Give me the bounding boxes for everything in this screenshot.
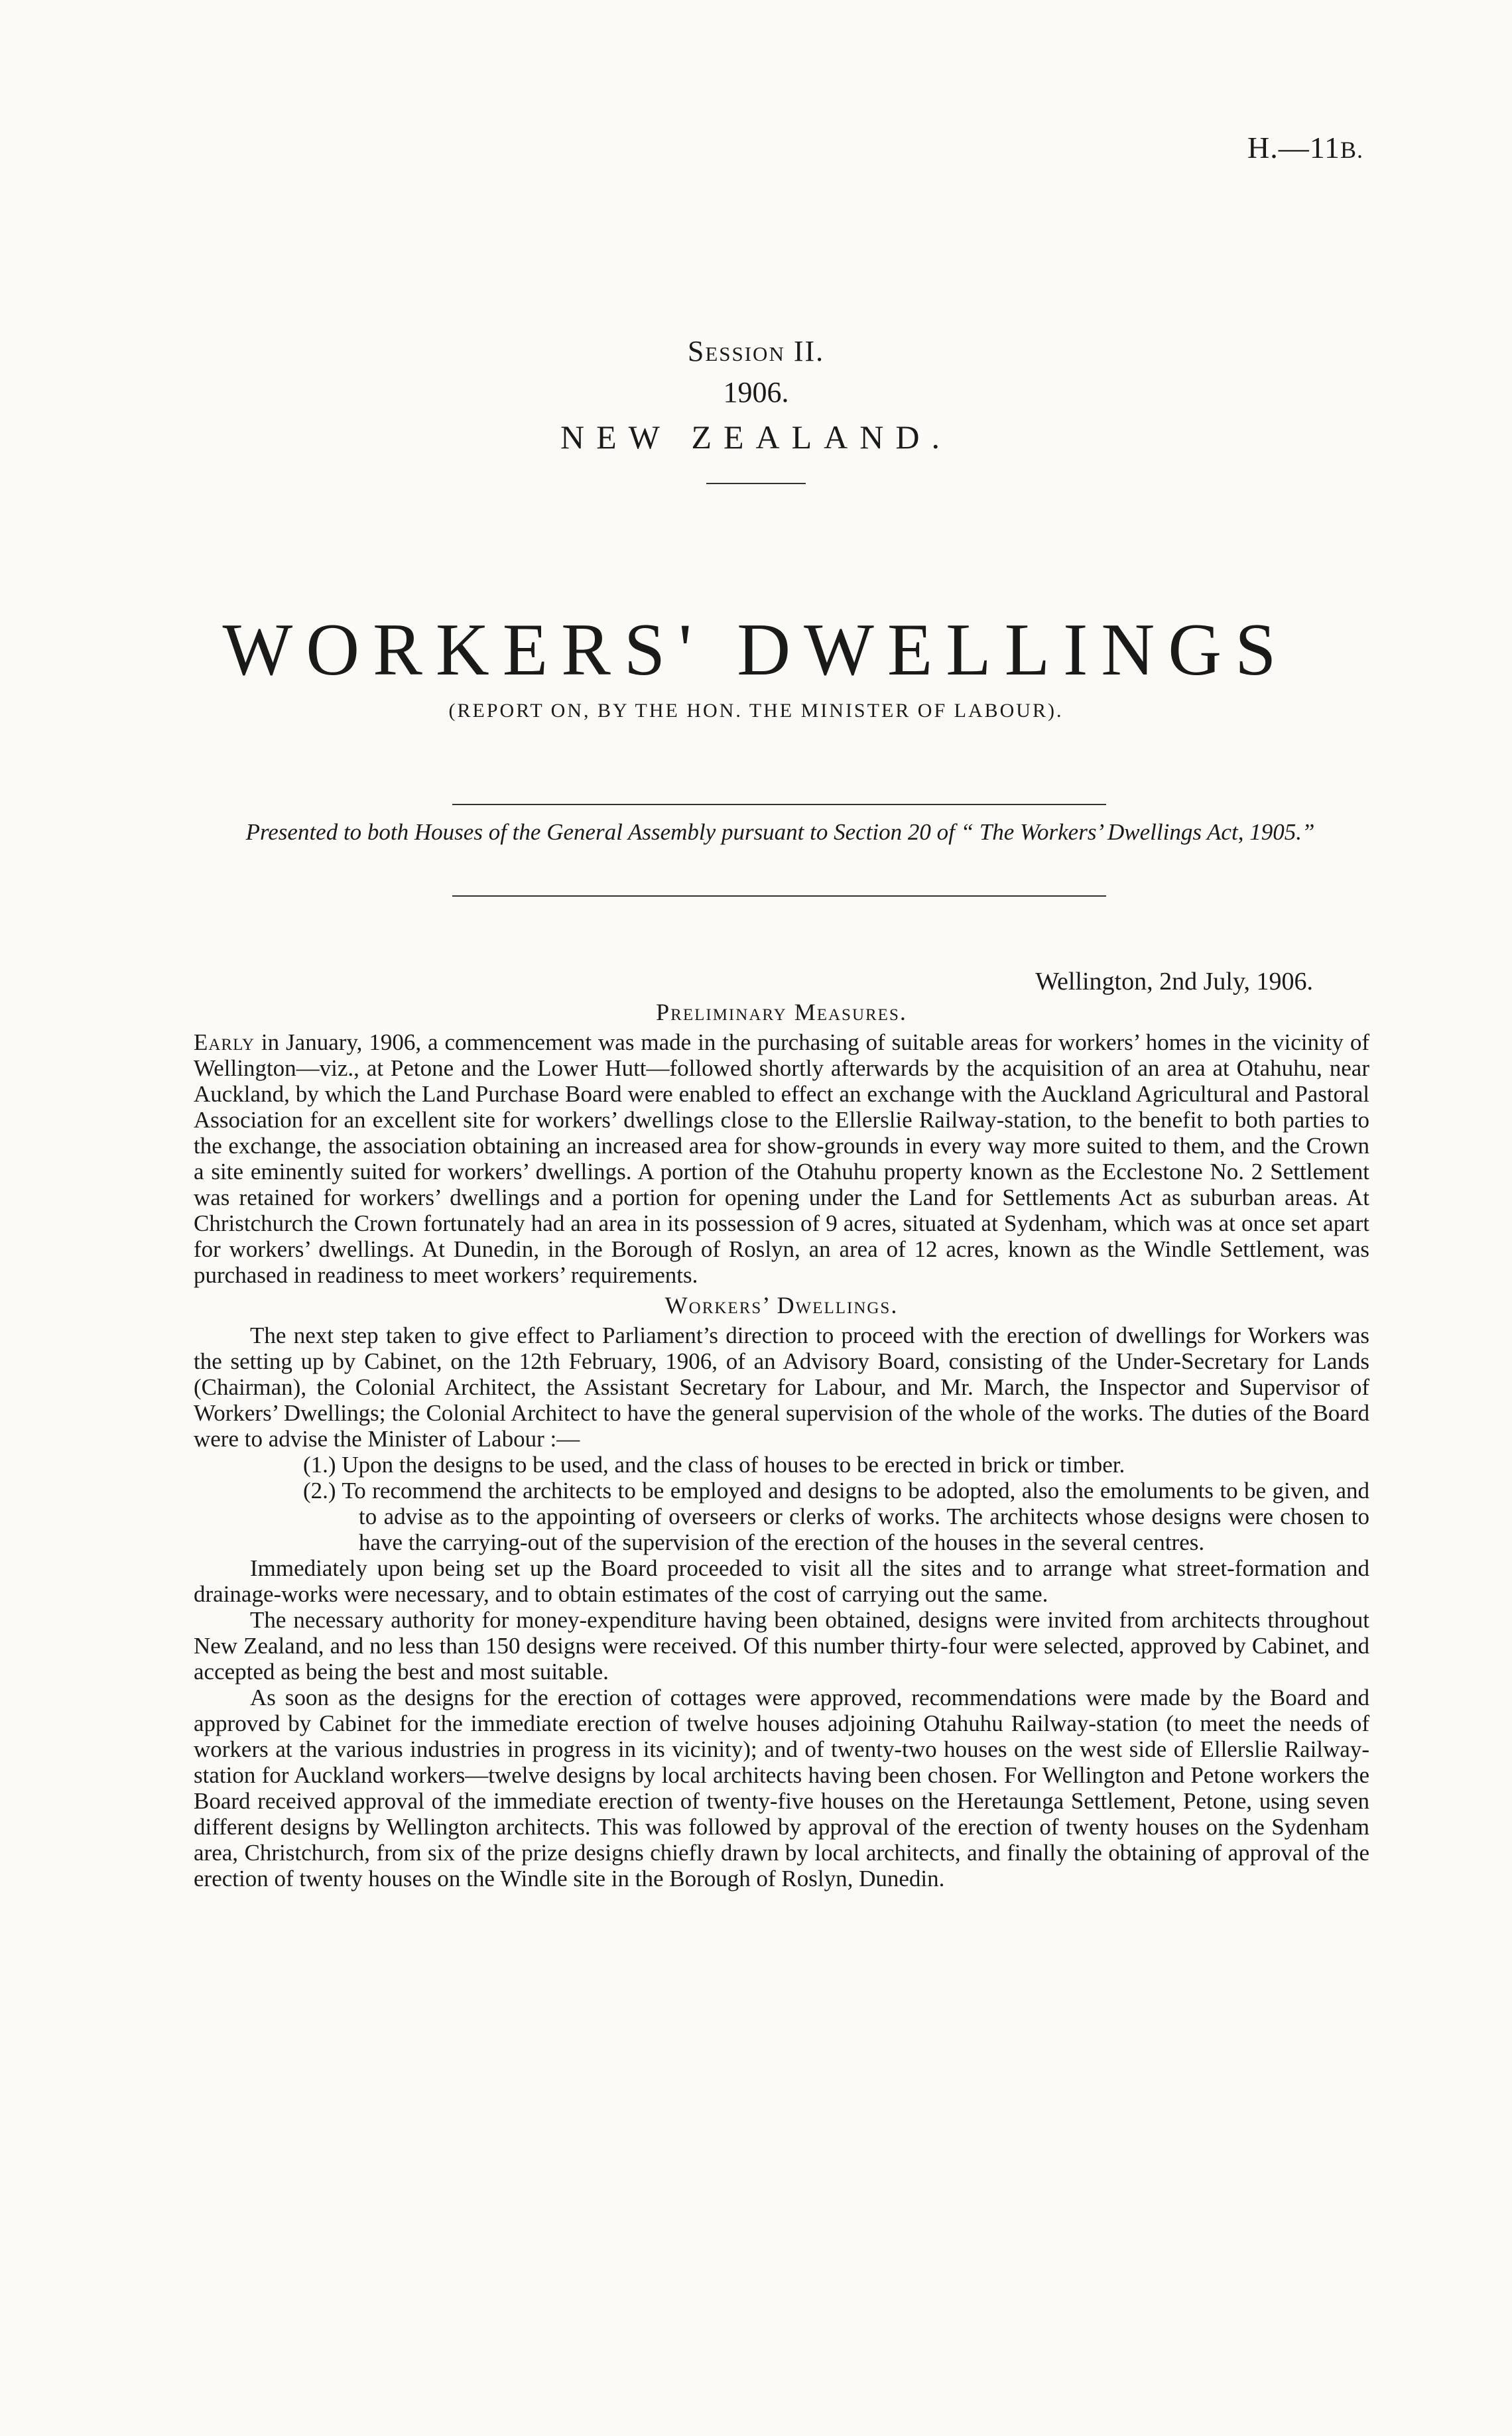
workers-dwellings-heading: Workers’ Dwellings.: [664, 1292, 899, 1318]
session-word: Session: [687, 335, 785, 367]
duty-item-2: [303, 1478, 1369, 1555]
preliminary-lead-word: Early: [194, 1029, 255, 1055]
session-year: 1906.: [723, 376, 789, 409]
session-line: [0, 332, 1512, 371]
presentation-note: Presented to both Houses of the General Assembly pursuant to Section 20 of “ The Workers’ Dwellings Act, 1905.”: [245, 819, 1315, 845]
duty-item-1-number: (1.): [303, 1452, 336, 1478]
dwellings-paragraph-3: The necessary authority for money-expenditure having been obtained, designs were invited from architects throughout New Zealand, and no less than 150 designs were received. Of this number thirty-four were selected, approved by Cabinet, and accepted as being the best and most suitable.: [194, 1607, 1369, 1685]
dateline: Wellington, 2nd July, 1906.: [1035, 968, 1313, 995]
preliminary-paragraph: [194, 1029, 1369, 1288]
session-header: [0, 332, 1512, 484]
page-reference-prefix: H.—11: [1247, 131, 1340, 164]
document-title: WORKERS' DWELLINGS: [222, 609, 1290, 691]
duty-item-1-content: [303, 1452, 1369, 1478]
page-reference: [1247, 130, 1363, 165]
page-reference-suffix: B.: [1340, 137, 1363, 163]
duty-item-2-number: (2.): [303, 1478, 336, 1504]
header-divider: [706, 483, 806, 484]
duty-item-1: [303, 1452, 1369, 1478]
dwellings-paragraph-2: Immediately upon being set up the Board proceeded to visit all the sites and to arrange what street-formation and drainage-works were necessary, and to obtain estimates of the cost of carrying out the same.: [194, 1555, 1369, 1607]
duty-item-1-text: Upon the designs to be used, and the class of houses to be erected in brick or timber.: [342, 1452, 1125, 1478]
duty-item-2-content: [303, 1478, 1369, 1555]
duty-item-2-text: To recommend the architects to be employed and designs to be adopted, also the emoluments to be given, and to advise as to the appointing of overseers or clerks of works. The architects whose designs were chosen to have the carrying-out of the supervision of the erection of the houses in the several centres.: [342, 1478, 1369, 1555]
dwellings-paragraph-4: As soon as the designs for the erection of cottages were approved, recommendations were made by the Board and approved by Cabinet for the immediate erection of twelve houses adjoining Otahuhu Railway-station (to meet the needs of workers at the various industries in progress in its vicinity); and of twenty-two houses on the west side of Ellerslie Railway-station for Auckland workers—twelve designs by local architects having been chosen. For Wellington and Petone workers the Board received approval of the immediate erection of twenty-five houses on the Heretaunga Settlement, Petone, using seven different designs by Wellington architects. This was followed by approval of the erection of twenty houses on the Sydenham area, Christchurch, from six of the prize designs chiefly drawn by local architects, and finally the obtaining of approval of the erection of twenty houses on the Windle site in the Borough of Roslyn, Dunedin.: [194, 1685, 1369, 1891]
session-number: II.: [793, 335, 825, 367]
bottom-rule: [452, 895, 1106, 897]
document-subtitle: (REPORT ON, BY THE HON. THE MINISTER OF LABOUR).: [448, 700, 1064, 722]
country-name: NEW ZEALAND.: [560, 418, 952, 456]
dwellings-paragraph-1: The next step taken to give effect to Parliament’s direction to proceed with the erection of dwellings for Workers was the setting up by Cabinet, on the 12th February, 1906, of an Advisory Board, consisting of the Under-Secretary for Lands (Chairman), the Colonial Architect, the Assistant Secretary for Labour, and Mr. March, the Inspector and Supervisor of Workers’ Dwellings; the Colonial Architect to have the general supervision of the whole of the works. The duties of the Board were to advise the Minister of Labour :—: [194, 1322, 1369, 1452]
top-rule: [452, 804, 1106, 805]
preliminary-text: in January, 1906, a commencement was made in the purchasing of suitable areas for workers’ homes in the vicinity of Wellington—viz., at Petone and the Lower Hutt—followed shortly afterwards by the acquisition of an area at Otahuhu, near Auckland, by which the Land Purchase Board were enabled to effect an exchange with the Auckland Agricultural and Pastoral Association for an excellent site for workers’ dwellings close to the Ellerslie Railway-station, to the benefit to both parties to the exchange, the association obtaining an increased area for show-grounds in every way more suited to them, and the Crown a site eminently suited for workers’ dwellings. A portion of the Otahuhu property known as the Ecclestone No. 2 Settlement was retained for workers’ dwellings and a portion for opening under the Land for Settlements Act as suburban areas. At Christchurch the Crown fortunately had an area in its possession of 9 acres, situated at Sydenham, which was at once set apart for workers’ dwellings. At Dunedin, in the Borough of Roslyn, an area of 12 acres, known as the Windle Settlement, was purchased in readiness to meet workers’ requirements.: [194, 1029, 1370, 1288]
preliminary-measures-heading: Preliminary Measures.: [656, 999, 907, 1025]
report-body: [194, 995, 1369, 1891]
